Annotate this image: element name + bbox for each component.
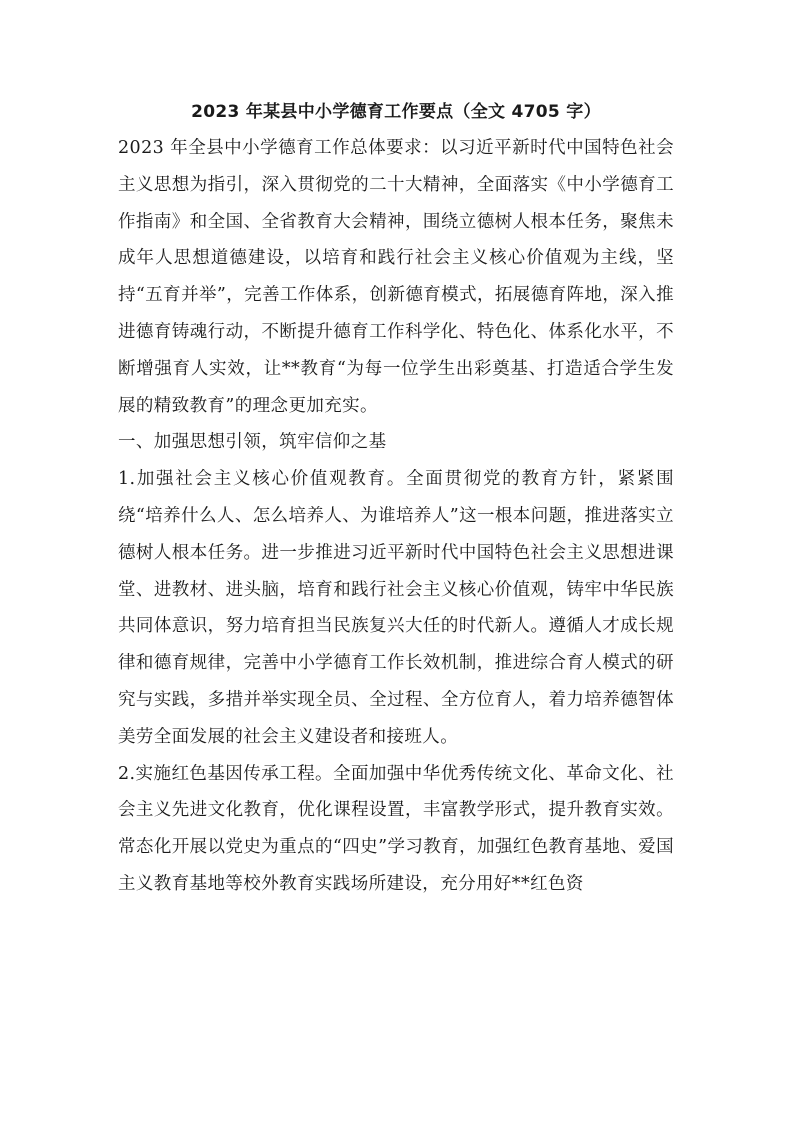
intro-paragraph: 2023 年全县中小学德育工作总体要求：以习近平新时代中国特色社会主义思想为指引，深入贯彻党的二十大精神，全面落实《中小学德育工作指南》和全国、全省教育大会精神，围绕立德树人根本任务，聚焦未成年人思想道德建设，以培育和践行社会主义核心价值观为主线，坚持“五育并举”，完善工作体系，创新德育模式，拓展德育阵地，深入推进德育铸魂行动，不断提升德育工作科学化、特色化、体系化水平，不断增强育人实效，让**教育“为每一位学生出彩奠基、打造适合学生发展的精致教育”的理念更加充实。 [118, 138, 674, 416]
section-heading-1: 一、加强思想引领，筑牢信仰之基 [118, 432, 387, 453]
item-paragraph-2: 2.实施红色基因传承工程。全面加强中华优秀传统文化、革命文化、社会主义先进文化教育，优化课程设置，丰富教学形式，提升教育实效。常态化开展以党史为重点的“四史”学习教育，加强红色教育基地、爱国主义教育基地等校外教育实践场所建设，充分用好**红色资 [118, 763, 674, 894]
document-page [118, 94, 674, 903]
document-title: 2023 年某县中小学德育工作要点（全文 4705 字） [191, 102, 601, 122]
item-paragraph-1: 1.加强社会主义核心价值观教育。全面贯彻党的教育方针，紧紧围绕“培养什么人、怎么培养人、为谁培养人”这一根本问题，推进落实立德树人根本任务。进一步推进习近平新时代中国特色社会主义思想进课堂、进教材、进头脑，培育和践行社会主义核心价值观，铸牢中华民族共同体意识，努力培育担当民族复兴大任的时代新人。遵循人才成长规律和德育规律，完善中小学德育工作长效机制，推进综合育人模式的研究与实践，多措并举实现全员、全过程、全方位育人，着力培养德智体美劳全面发展的社会主义建设者和接班人。 [118, 469, 674, 747]
